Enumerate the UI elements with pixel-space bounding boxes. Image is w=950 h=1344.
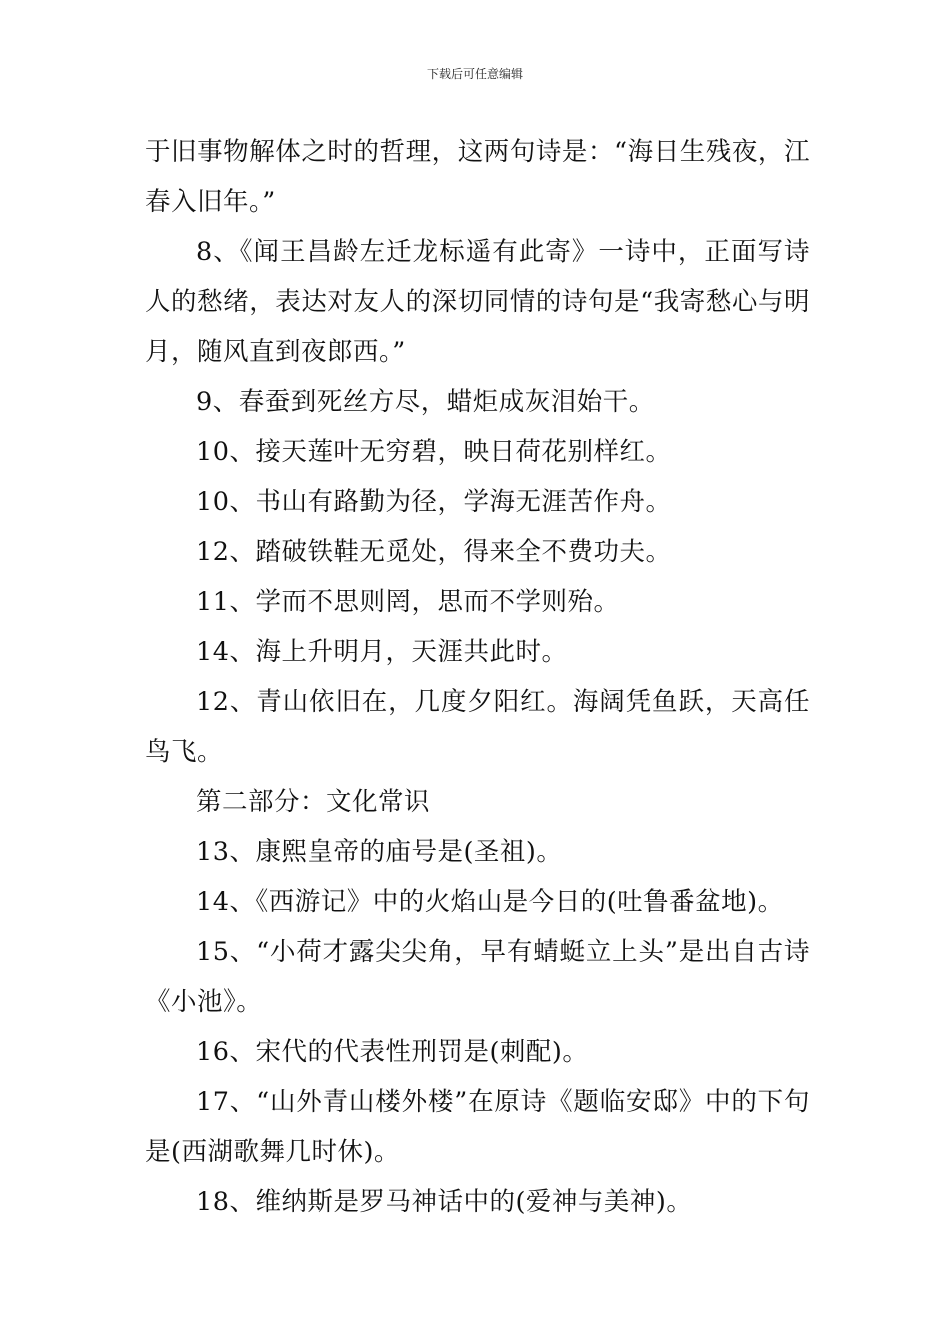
document-body	[145, 127, 810, 1227]
paragraph-item-12a: 12、踏破铁鞋无觅处，得来全不费功夫。	[196, 537, 672, 567]
paragraph-item-12b: 12、青山依旧在，几度夕阳红。海阔凭鱼跃，天高任鸟飞。	[145, 687, 810, 767]
paragraph-item-11: 11、学而不思则罔，思而不学则殆。	[196, 587, 620, 617]
paragraph-item-10a: 10、接天莲叶无穷碧，映日荷花别样红。	[196, 437, 672, 467]
paragraph-item-8: 8、《闻王昌龄左迁龙标遥有此寄》一诗中，正面写诗人的愁绪，表达对友人的深切同情的诗句是“我寄愁心与明月，随风直到夜郎西。”	[145, 237, 810, 367]
paragraph-continuation: 于旧事物解体之时的哲理，这两句诗是：“海日生残夜，江春入旧年。”	[145, 137, 810, 217]
paragraph-item-15: 15、“小荷才露尖尖角，早有蜻蜓立上头”是出自古诗《小池》。	[145, 937, 810, 1017]
paragraph-item-9: 9、春蚕到死丝方尽，蜡炬成灰泪始干。	[196, 387, 655, 417]
paragraph-item-16: 16、宋代的代表性刑罚是(刺配)。	[196, 1037, 589, 1067]
paragraph-item-17: 17、“山外青山楼外楼”在原诗《题临安邸》中的下句是(西湖歌舞几时休)。	[145, 1087, 810, 1167]
paragraph-item-10b: 10、书山有路勤为径，学海无涯苦作舟。	[196, 487, 672, 517]
paragraph-item-18: 18、维纳斯是罗马神话中的(爱神与美神)。	[196, 1187, 693, 1217]
section-heading: 第二部分：文化常识	[196, 787, 431, 817]
page-header: 下载后可任意编辑	[426, 67, 523, 81]
paragraph-item-14a: 14、海上升明月，天涯共此时。	[196, 637, 568, 667]
paragraph-item-13: 13、康熙皇帝的庙号是(圣祖)。	[196, 837, 563, 867]
paragraph-item-14b: 14、《西游记》中的火焰山是今日的(吐鲁番盆地)。	[196, 887, 784, 917]
